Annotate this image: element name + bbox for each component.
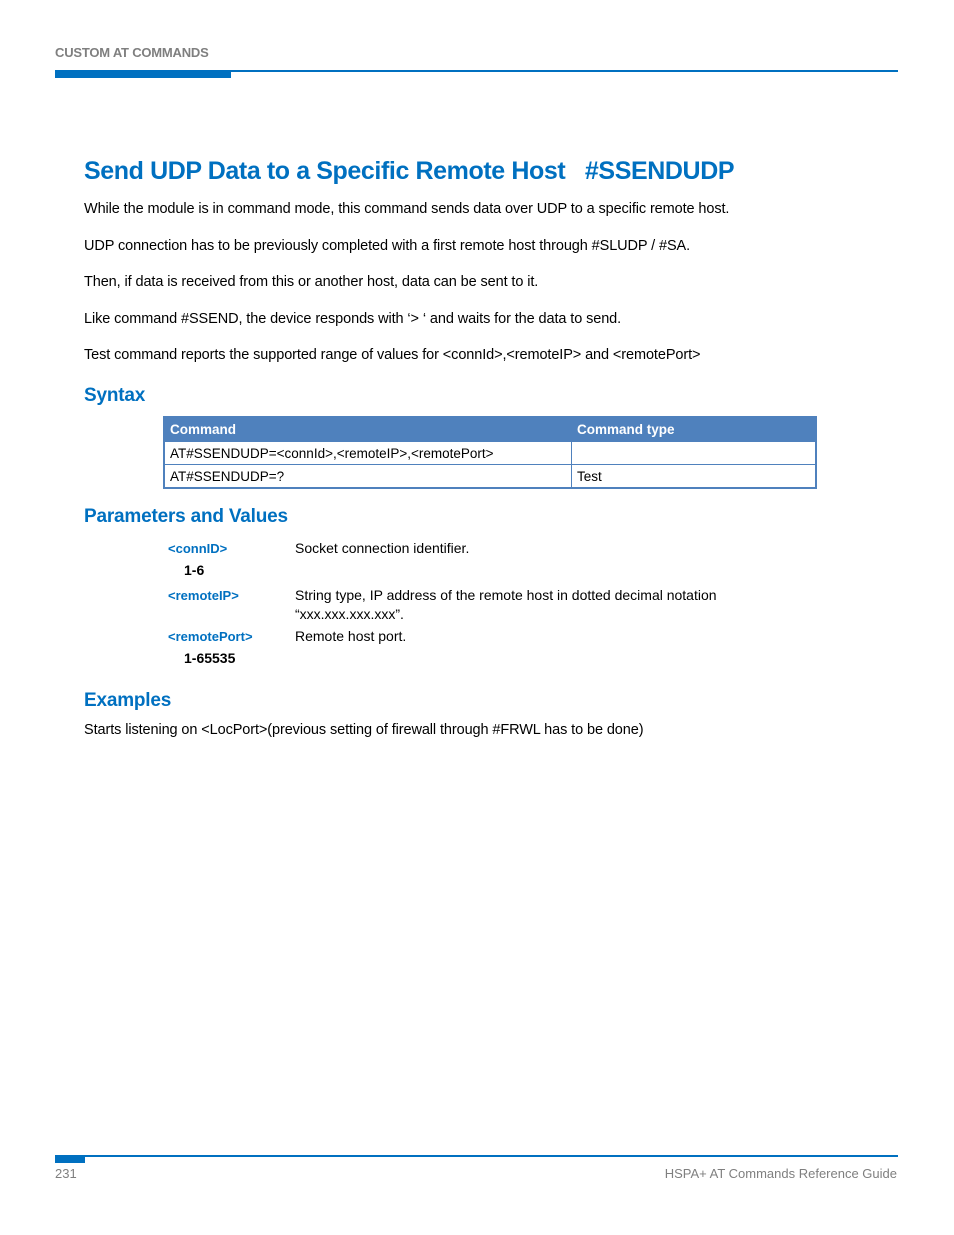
command-type-cell: Test <box>572 465 817 489</box>
table-header-row <box>164 417 816 442</box>
intro-paragraph: Then, if data is received from this or another host, data can be sent to it. <box>84 274 539 290</box>
param-description-remoteip-format: “xxx.xxx.xxx.xxx”. <box>295 606 404 622</box>
header-accent-block <box>55 70 231 78</box>
column-header-command: Command <box>164 417 572 442</box>
param-description-remoteip: String type, IP address of the remote host in dotted decimal notation <box>295 587 717 603</box>
intro-paragraph: UDP connection has to be previously completed with a first remote host through #SLUDP / #SA. <box>84 238 691 254</box>
param-name-remoteport: <remotePort> <box>168 629 253 644</box>
table-row <box>164 442 816 465</box>
parameters-heading: Parameters and Values <box>84 506 288 527</box>
footer-rule <box>55 1155 898 1157</box>
syntax-table <box>163 416 817 489</box>
command-cell: AT#SSENDUDP=<connId>,<remoteIP>,<remotePort> <box>164 442 572 465</box>
intro-paragraph: While the module is in command mode, this command sends data over UDP to a specific remote host. <box>84 201 730 217</box>
column-header-command-type: Command type <box>572 417 817 442</box>
param-range-connid: 1-6 <box>184 562 205 578</box>
intro-paragraph: Like command #SSEND, the device responds with ‘> ‘ and waits for the data to send. <box>84 311 622 327</box>
page-number: 231 <box>55 1166 77 1181</box>
param-name-connid: <connID> <box>168 541 228 556</box>
intro-paragraph: Test command reports the supported range of values for <connId>,<remoteIP> and <remotePort> <box>84 347 701 363</box>
param-name-remoteip: <remoteIP> <box>168 588 239 603</box>
footer-accent-block <box>55 1155 85 1163</box>
param-description-connid: Socket connection identifier. <box>295 540 470 556</box>
page-title: Send UDP Data to a Specific Remote Host #SSENDUDP <box>84 157 735 185</box>
command-type-cell <box>572 442 817 465</box>
guide-title: HSPA+ AT Commands Reference Guide <box>664 1166 897 1181</box>
syntax-heading: Syntax <box>84 385 146 406</box>
examples-heading: Examples <box>84 690 172 711</box>
running-head: CUSTOM AT COMMANDS <box>55 45 209 60</box>
example-text: Starts listening on <LocPort>(previous setting of firewall through #FRWL has to be done) <box>84 722 644 738</box>
table-row <box>164 465 816 489</box>
command-cell: AT#SSENDUDP=? <box>164 465 572 489</box>
param-range-remoteport: 1-65535 <box>184 650 236 666</box>
param-description-remoteport: Remote host port. <box>295 628 407 644</box>
